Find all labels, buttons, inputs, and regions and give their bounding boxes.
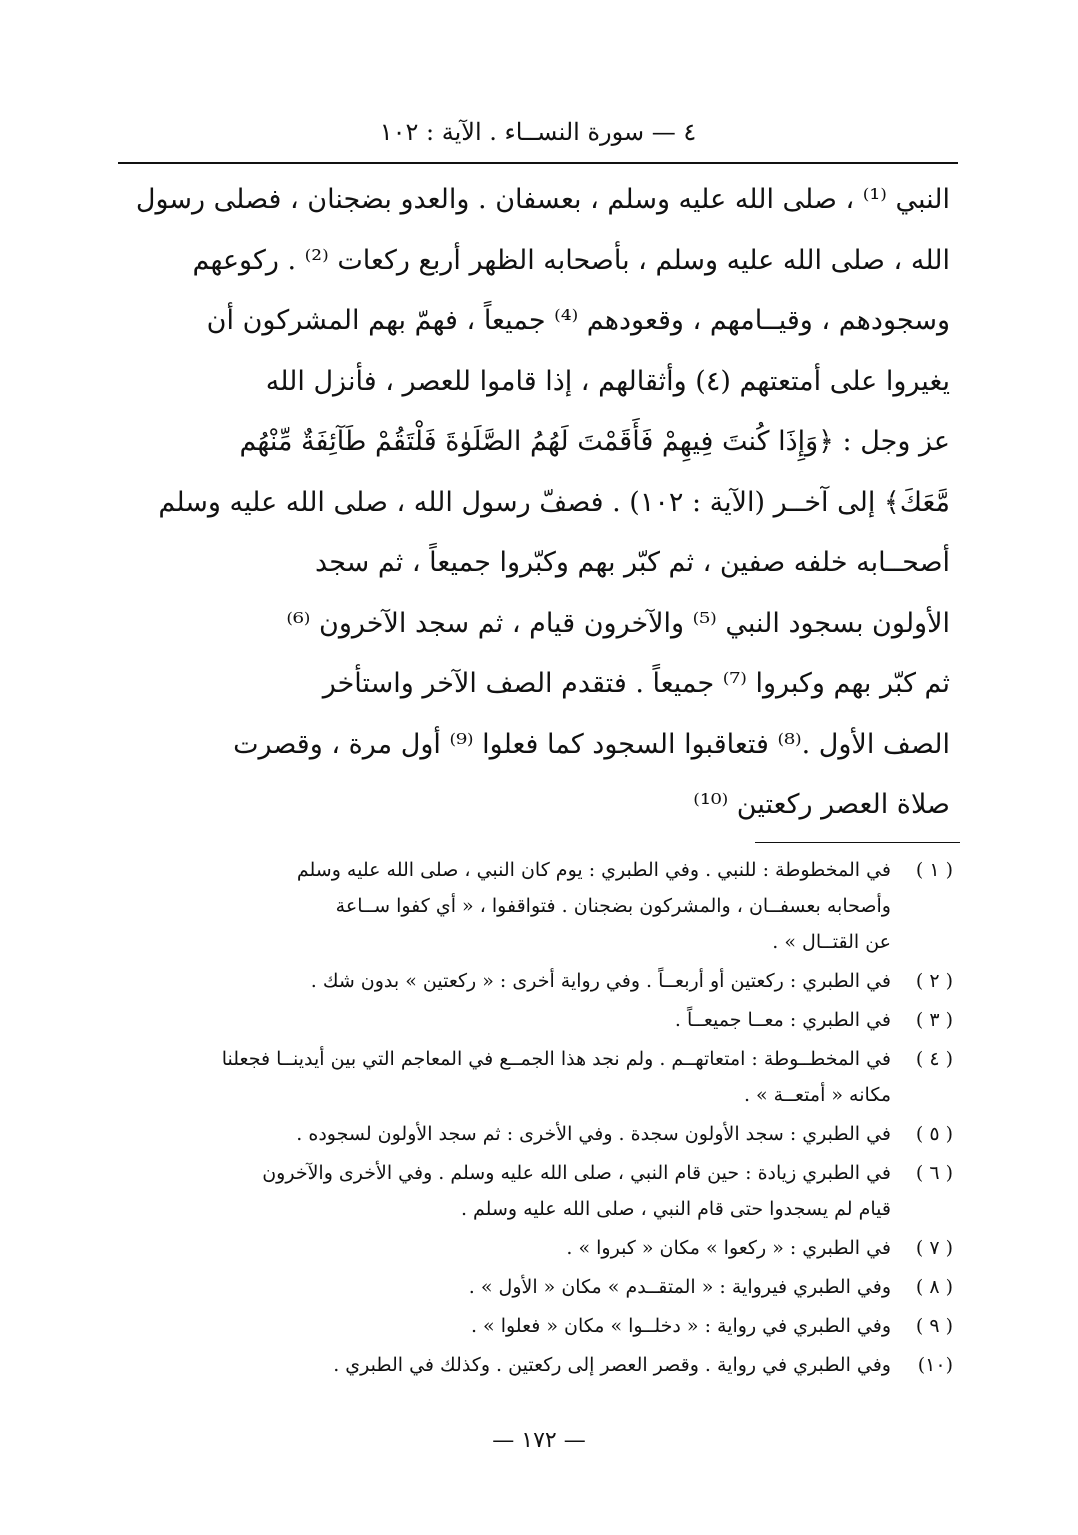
footnote-5 — [125, 1116, 953, 1152]
footnote-2 — [125, 963, 953, 999]
footnote-line: مكانه « أمتعــة » . — [743, 1084, 891, 1106]
text-line: الصف الأول .⁽⁸⁾ فتعاقبوا السجود كما فعلوا ⁽⁹⁾ أول مرة ، وقصرت — [233, 728, 950, 760]
text-line: يغيروا على أمتعتهم (٤) وأثقالهم ، إذا قاموا للعصر ، فأنزل الله — [265, 365, 950, 397]
footnote-line: وأصحابه بعسفــان ، والمشركون بضجنان . فتواقفوا ، « أي كفوا ســاعة — [335, 895, 891, 917]
footnote-text — [125, 1230, 891, 1266]
footnote-number: ( ٨ ) — [915, 1276, 953, 1298]
footnote-line: قيام لم يسجدوا حتى قام النبي ، صلى الله عليه وسلم . — [460, 1198, 891, 1220]
footnote-line: في المخطــوطة : امتعاتهــم . ولم نجد هذا الجمــع في المعاجم التي بين أيدينــا فجعلنا — [221, 1048, 891, 1070]
footnote-7 — [125, 1230, 953, 1266]
text-line: مَّعَكَ﴾ إلى آخــر (الآية : ١٠٢) . فصفّ رسول الله ، صلى الله عليه وسلم — [158, 486, 950, 518]
footnote-line: وفي الطبري في رواية . وقصر العصر إلى ركعتين . وكذلك في الطبري . — [333, 1354, 891, 1376]
footnote-line: في المخطوطة : للنبي . وفي الطبري : يوم كان النبي ، صلى الله عليه وسلم — [296, 859, 891, 881]
footnote-line: في الطبري : « ركعوا » مكان « كبروا » . — [566, 1237, 891, 1259]
text-line: أصحــابه خلفه صفين ، ثم كبّر بهم وكبّروا جميعاً ، ثم سجد — [315, 547, 950, 578]
footnote-text — [125, 1269, 891, 1305]
footnote-text — [125, 1347, 891, 1383]
footnote-number: ( ٦ ) — [915, 1162, 953, 1184]
footnote-text — [125, 852, 891, 960]
footnote-number: ( ٧ ) — [915, 1237, 953, 1259]
text-line: ثم كبّر بهم وكبروا ⁽⁷⁾ جميعاً . فتقدم الصف الآخر واستأخر — [322, 668, 950, 699]
footnote-rule — [755, 842, 960, 843]
footnote-8 — [125, 1269, 953, 1305]
footnote-1 — [125, 852, 953, 960]
footnote-10 — [125, 1347, 953, 1383]
footnote-line: وفي الطبري فيرواية : « المتقــدم » مكان « الأول » . — [468, 1276, 891, 1298]
footnote-text — [125, 1116, 891, 1152]
footnote-number: ( ٥ ) — [915, 1123, 953, 1145]
footnote-number: ( ٢ ) — [915, 970, 953, 992]
footnote-text — [125, 1308, 891, 1344]
footnote-text — [125, 1002, 891, 1038]
footnote-line: عن القتــال » . — [772, 931, 891, 953]
header-rule — [118, 162, 958, 164]
footnote-number: ( ٩ ) — [915, 1315, 953, 1337]
footnote-line: وفي الطبري في رواية : « دخلــوا » مكان « فعلوا » . — [470, 1315, 891, 1337]
text-line: الله ، صلى الله عليه وسلم ، بأصحابه الظهر أربع ركعات ⁽²⁾ . ركوعهم — [192, 244, 950, 276]
footnotes — [125, 852, 953, 1383]
footnote-line: في الطبري : معــا جميعــاً . — [674, 1009, 891, 1031]
text-line: صلاة العصر ركعتين ⁽¹⁰⁾ — [693, 789, 950, 820]
running-head: ٤ — سورة النســاء . الآية : ١٠٢ — [379, 118, 697, 146]
footnote-6 — [125, 1155, 953, 1227]
text-line: النبي ⁽¹⁾ ، صلى الله عليه وسلم ، بعسفان . والعدو بضجنان ، فصلى رسول — [135, 184, 950, 215]
footnote-text — [125, 1155, 891, 1227]
footnote-number: ( ٣ ) — [915, 1009, 953, 1031]
footnote-number: ( ٤ ) — [915, 1048, 953, 1070]
footnote-line: في الطبري : ركعتين أو أربعــاً . وفي رواية أخرى : « ركعتين » بدون شك . — [310, 970, 891, 992]
footnote-line: في الطبري زيادة : حين قام النبي ، صلى الله عليه وسلم . وفي الأخرى والآخرون — [262, 1162, 891, 1184]
footnote-number: ( ١ ) — [915, 859, 953, 881]
text-line: الأولون بسجود النبي ⁽⁵⁾ والآخرون قيام ، ثم سجد الآخرون ⁽⁶⁾ — [286, 607, 950, 639]
footnote-4 — [125, 1041, 953, 1113]
footnote-9 — [125, 1308, 953, 1344]
footnote-text — [125, 1041, 891, 1113]
page-number: — ١٧٢ — — [492, 1428, 586, 1453]
footnote-line: في الطبري : سجد الأولون سجدة . وفي الأخرى : ثم سجد الأولون لسجوده . — [296, 1123, 891, 1145]
footnote-3 — [125, 1002, 953, 1038]
footnote-number: (١٠) — [917, 1354, 953, 1376]
text-line: وسجودهم ، وقيــامهم ، وقعودهم ⁽⁴⁾ جميعاً ، فهمّ بهم المشركون أن — [206, 305, 950, 336]
main-text — [128, 170, 950, 836]
footnote-text — [125, 963, 891, 999]
text-line: عز وجل : ﴿وَإِذَا كُنتَ فِيهِمْ فَأَقَمْتَ لَهُمُ الصَّلَوٰةَ فَلْتَقُمْ طَآئِفَةٌ مِّنْهُم — [239, 426, 950, 457]
